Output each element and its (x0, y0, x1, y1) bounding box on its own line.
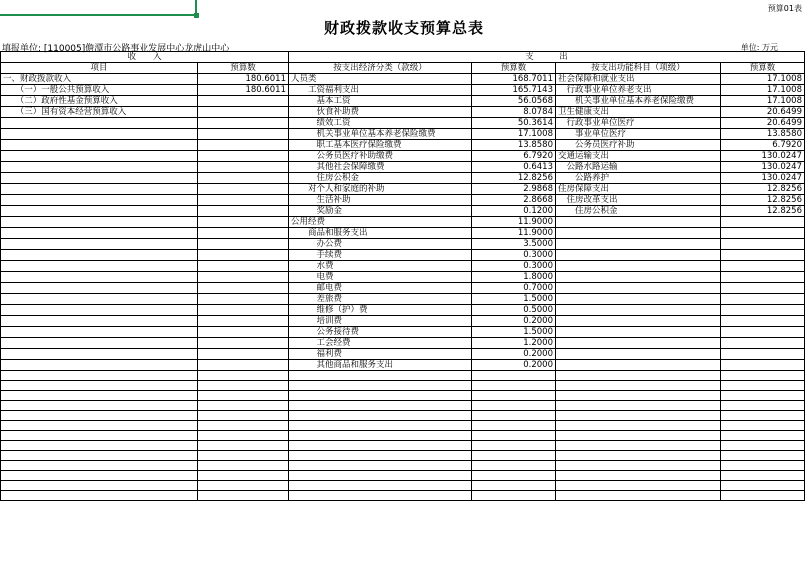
table-row (1, 261, 805, 272)
table-row (1, 173, 805, 184)
functional-item-cell[interactable] (556, 228, 721, 239)
income-amount-cell[interactable] (198, 316, 289, 327)
economic-item-cell[interactable]: 工资福利支出 (289, 85, 472, 96)
economic-item-cell[interactable]: 培训费 (289, 316, 472, 327)
empty-row (1, 451, 805, 461)
income-item-cell[interactable]: （一）一般公共预算收入 (1, 85, 198, 96)
table-row (1, 228, 805, 239)
empty-cell[interactable] (556, 411, 721, 421)
income-amount-cell[interactable] (198, 195, 289, 206)
table-row (1, 162, 805, 173)
empty-cell[interactable] (198, 431, 289, 441)
income-item-cell[interactable] (1, 228, 198, 239)
economic-amount-cell[interactable]: 11.9000 (472, 228, 556, 239)
functional-amount-cell[interactable] (721, 338, 805, 349)
col-header-budget-functional: 预算数 (721, 63, 805, 74)
functional-amount-cell[interactable] (721, 349, 805, 360)
income-amount-cell[interactable] (198, 162, 289, 173)
income-amount-cell[interactable] (198, 184, 289, 195)
empty-cell[interactable] (721, 491, 805, 501)
table-row (1, 305, 805, 316)
functional-item-cell[interactable] (556, 360, 721, 371)
empty-cell[interactable] (198, 371, 289, 381)
income-item-cell[interactable] (1, 173, 198, 184)
empty-cell[interactable] (472, 391, 556, 401)
income-amount-cell[interactable] (198, 349, 289, 360)
empty-cell[interactable] (721, 411, 805, 421)
budget-table (0, 51, 805, 501)
economic-item-cell[interactable]: 基本工资 (289, 96, 472, 107)
economic-item-cell[interactable]: 工会经费 (289, 338, 472, 349)
table-row (1, 239, 805, 250)
sheet-label: 预算01表 (767, 4, 802, 13)
empty-cell[interactable] (1, 461, 198, 471)
table-row (1, 140, 805, 151)
table-row (1, 107, 805, 118)
empty-cell[interactable] (198, 461, 289, 471)
income-amount-cell[interactable] (198, 272, 289, 283)
empty-cell[interactable] (472, 481, 556, 491)
economic-item-cell[interactable]: 差旅费 (289, 294, 472, 305)
functional-amount-cell[interactable] (721, 272, 805, 283)
empty-cell[interactable] (289, 471, 472, 481)
functional-amount-cell[interactable]: 12.8256 (721, 195, 805, 206)
empty-cell[interactable] (289, 391, 472, 401)
economic-amount-cell[interactable]: 6.7920 (472, 151, 556, 162)
empty-cell[interactable] (1, 371, 198, 381)
empty-cell[interactable] (472, 491, 556, 501)
functional-item-cell[interactable]: 住房保障支出 (556, 184, 721, 195)
empty-row (1, 401, 805, 411)
income-item-cell[interactable] (1, 217, 198, 228)
empty-cell[interactable] (1, 401, 198, 411)
empty-cell[interactable] (289, 411, 472, 421)
empty-cell[interactable] (556, 371, 721, 381)
income-amount-cell[interactable] (198, 173, 289, 184)
income-item-cell[interactable] (1, 272, 198, 283)
table-row (1, 217, 805, 228)
economic-amount-cell[interactable]: 17.1008 (472, 129, 556, 140)
income-amount-cell[interactable] (198, 151, 289, 162)
economic-item-cell[interactable]: 职工基本医疗保险缴费 (289, 140, 472, 151)
page-title: 财政拨款收支预算总表 (323, 19, 484, 37)
functional-item-cell[interactable]: 公务员医疗补助 (556, 140, 721, 151)
functional-amount-cell[interactable] (721, 316, 805, 327)
income-amount-cell[interactable] (198, 294, 289, 305)
economic-item-cell[interactable]: 电费 (289, 272, 472, 283)
functional-amount-cell[interactable] (721, 228, 805, 239)
empty-cell[interactable] (472, 431, 556, 441)
functional-amount-cell[interactable]: 17.1008 (721, 96, 805, 107)
empty-cell[interactable] (198, 381, 289, 391)
income-amount-cell[interactable] (198, 107, 289, 118)
economic-amount-cell[interactable]: 0.3000 (472, 261, 556, 272)
table-row (1, 184, 805, 195)
empty-cell[interactable] (721, 401, 805, 411)
economic-amount-cell[interactable]: 1.5000 (472, 294, 556, 305)
functional-amount-cell[interactable]: 6.7920 (721, 140, 805, 151)
empty-row (1, 471, 805, 481)
table-row (1, 118, 805, 129)
income-item-cell[interactable] (1, 250, 198, 261)
empty-cell[interactable] (472, 451, 556, 461)
col-header-budget-income: 预算数 (198, 63, 289, 74)
functional-amount-cell[interactable]: 12.8256 (721, 206, 805, 217)
table-row (1, 316, 805, 327)
income-item-cell[interactable] (1, 316, 198, 327)
col-header-item: 项目 (1, 63, 198, 74)
income-item-cell[interactable]: 一、财政拨款收入 (1, 74, 198, 85)
economic-item-cell[interactable]: 对个人和家庭的补助 (289, 184, 472, 195)
empty-cell[interactable] (1, 481, 198, 491)
functional-item-cell[interactable] (556, 217, 721, 228)
functional-item-cell[interactable]: 卫生健康支出 (556, 107, 721, 118)
empty-row (1, 461, 805, 471)
economic-item-cell[interactable]: 奖励金 (289, 206, 472, 217)
functional-item-cell[interactable] (556, 272, 721, 283)
income-amount-cell[interactable] (198, 327, 289, 338)
empty-cell[interactable] (721, 441, 805, 451)
header-row-columns (1, 63, 805, 74)
functional-item-cell[interactable] (556, 349, 721, 360)
economic-amount-cell[interactable]: 165.7143 (472, 85, 556, 96)
economic-item-cell[interactable]: 办公费 (289, 239, 472, 250)
table-row (1, 85, 805, 96)
economic-amount-cell[interactable]: 1.2000 (472, 338, 556, 349)
economic-amount-cell[interactable]: 0.3000 (472, 250, 556, 261)
income-amount-cell[interactable] (198, 228, 289, 239)
income-item-cell[interactable] (1, 360, 198, 371)
economic-item-cell[interactable]: 商品和服务支出 (289, 228, 472, 239)
economic-amount-cell[interactable]: 0.2000 (472, 316, 556, 327)
empty-cell[interactable] (198, 451, 289, 461)
empty-cell[interactable] (198, 411, 289, 421)
economic-amount-cell[interactable]: 1.5000 (472, 327, 556, 338)
income-item-cell[interactable] (1, 283, 198, 294)
empty-cell[interactable] (1, 471, 198, 481)
functional-amount-cell[interactable]: 130.0247 (721, 173, 805, 184)
functional-amount-cell[interactable] (721, 250, 805, 261)
empty-cell[interactable] (721, 371, 805, 381)
functional-amount-cell[interactable]: 17.1008 (721, 85, 805, 96)
income-amount-cell[interactable] (198, 261, 289, 272)
empty-cell[interactable] (472, 441, 556, 451)
income-header: 收 入 (1, 52, 289, 63)
empty-cell[interactable] (198, 421, 289, 431)
economic-amount-cell[interactable]: 56.0568 (472, 96, 556, 107)
income-amount-cell[interactable] (198, 129, 289, 140)
table-row (1, 96, 805, 107)
col-header-economic-class: 按支出经济分类（款级） (289, 63, 472, 74)
income-item-cell[interactable]: （二）政府性基金预算收入 (1, 96, 198, 107)
income-amount-cell[interactable] (198, 360, 289, 371)
empty-row (1, 371, 805, 381)
table-row (1, 195, 805, 206)
empty-cell[interactable] (472, 471, 556, 481)
economic-amount-cell[interactable]: 11.9000 (472, 217, 556, 228)
functional-amount-cell[interactable]: 130.0247 (721, 151, 805, 162)
currency-unit: 单位: 万元 (740, 43, 778, 52)
functional-amount-cell[interactable]: 12.8256 (721, 184, 805, 195)
income-amount-cell[interactable]: 180.6011 (198, 85, 289, 96)
empty-row (1, 441, 805, 451)
empty-row (1, 481, 805, 491)
empty-cell[interactable] (1, 431, 198, 441)
economic-item-cell[interactable]: 手续费 (289, 250, 472, 261)
empty-row (1, 381, 805, 391)
empty-cell[interactable] (721, 451, 805, 461)
income-item-cell[interactable] (1, 195, 198, 206)
functional-item-cell[interactable]: 行政事业单位医疗 (556, 118, 721, 129)
economic-amount-cell[interactable]: 2.8668 (472, 195, 556, 206)
empty-cell[interactable] (198, 391, 289, 401)
empty-row (1, 391, 805, 401)
empty-cell[interactable] (1, 421, 198, 431)
economic-item-cell[interactable]: 公用经费 (289, 217, 472, 228)
empty-cell[interactable] (289, 441, 472, 451)
functional-amount-cell[interactable] (721, 239, 805, 250)
economic-amount-cell[interactable]: 2.9868 (472, 184, 556, 195)
income-amount-cell[interactable] (198, 96, 289, 107)
empty-cell[interactable] (721, 431, 805, 441)
empty-row (1, 491, 805, 501)
economic-amount-cell[interactable]: 168.7011 (472, 74, 556, 85)
functional-amount-cell[interactable] (721, 305, 805, 316)
income-item-cell[interactable] (1, 305, 198, 316)
empty-cell[interactable] (556, 401, 721, 411)
col-header-functional-class: 按支出功能科目（项级） (556, 63, 721, 74)
functional-amount-cell[interactable]: 13.8580 (721, 129, 805, 140)
functional-item-cell[interactable] (556, 327, 721, 338)
income-amount-cell[interactable] (198, 206, 289, 217)
empty-cell[interactable] (721, 381, 805, 391)
functional-amount-cell[interactable] (721, 217, 805, 228)
income-item-cell[interactable] (1, 294, 198, 305)
empty-cell[interactable] (198, 481, 289, 491)
empty-cell[interactable] (1, 451, 198, 461)
empty-cell[interactable] (556, 431, 721, 441)
empty-cell[interactable] (198, 471, 289, 481)
expense-header: 支 出 (289, 52, 805, 63)
economic-item-cell[interactable]: 其他社会保障缴费 (289, 162, 472, 173)
economic-amount-cell[interactable]: 3.5000 (472, 239, 556, 250)
empty-cell[interactable] (198, 441, 289, 451)
empty-cell[interactable] (289, 451, 472, 461)
economic-item-cell[interactable]: 机关事业单位基本养老保险缴费 (289, 129, 472, 140)
empty-cell[interactable] (472, 401, 556, 411)
reporting-unit: 填报单位: [110005]儋潭市公路事业发展中心龙虎山中心 (2, 44, 230, 54)
functional-amount-cell[interactable]: 20.6499 (721, 118, 805, 129)
table-row (1, 283, 805, 294)
empty-cell[interactable] (289, 431, 472, 441)
income-item-cell[interactable]: （三）国有资本经营预算收入 (1, 107, 198, 118)
economic-item-cell[interactable]: 水费 (289, 261, 472, 272)
empty-cell[interactable] (1, 441, 198, 451)
empty-cell[interactable] (556, 421, 721, 431)
empty-cell[interactable] (1, 411, 198, 421)
table-row (1, 74, 805, 85)
economic-amount-cell[interactable]: 13.8580 (472, 140, 556, 151)
empty-cell[interactable] (198, 491, 289, 501)
functional-item-cell[interactable] (556, 305, 721, 316)
income-amount-cell[interactable] (198, 338, 289, 349)
income-amount-cell[interactable] (198, 283, 289, 294)
functional-item-cell[interactable] (556, 261, 721, 272)
income-item-cell[interactable] (1, 151, 198, 162)
empty-cell[interactable] (289, 401, 472, 411)
economic-amount-cell[interactable]: 0.7000 (472, 283, 556, 294)
income-amount-cell[interactable] (198, 217, 289, 228)
header-row-top (1, 52, 805, 63)
economic-amount-cell[interactable]: 0.6413 (472, 162, 556, 173)
functional-amount-cell[interactable] (721, 283, 805, 294)
functional-amount-cell[interactable] (721, 261, 805, 272)
income-item-cell[interactable] (1, 118, 198, 129)
functional-amount-cell[interactable]: 20.6499 (721, 107, 805, 118)
income-item-cell[interactable] (1, 184, 198, 195)
empty-cell[interactable] (289, 421, 472, 431)
economic-item-cell[interactable]: 维修（护）费 (289, 305, 472, 316)
empty-cell[interactable] (472, 411, 556, 421)
empty-cell[interactable] (556, 441, 721, 451)
table-row (1, 349, 805, 360)
empty-cell[interactable] (289, 461, 472, 471)
table-row (1, 206, 805, 217)
functional-item-cell[interactable] (556, 250, 721, 261)
economic-amount-cell[interactable]: 1.8000 (472, 272, 556, 283)
empty-cell[interactable] (556, 481, 721, 491)
empty-cell[interactable] (721, 461, 805, 471)
functional-amount-cell[interactable] (721, 360, 805, 371)
table-row (1, 129, 805, 140)
functional-item-cell[interactable] (556, 338, 721, 349)
economic-item-cell[interactable]: 人员类 (289, 74, 472, 85)
empty-cell[interactable] (556, 451, 721, 461)
income-item-cell[interactable] (1, 261, 198, 272)
empty-cell[interactable] (721, 471, 805, 481)
income-item-cell[interactable] (1, 129, 198, 140)
empty-cell[interactable] (472, 461, 556, 471)
economic-amount-cell[interactable]: 8.0784 (472, 107, 556, 118)
empty-cell[interactable] (721, 391, 805, 401)
cell-selection-box[interactable] (0, 0, 197, 16)
economic-amount-cell[interactable]: 50.3614 (472, 118, 556, 129)
functional-item-cell[interactable]: 社会保障和就业支出 (556, 74, 721, 85)
income-item-cell[interactable] (1, 140, 198, 151)
empty-cell[interactable] (556, 381, 721, 391)
income-amount-cell[interactable] (198, 239, 289, 250)
col-header-budget-economic: 预算数 (472, 63, 556, 74)
empty-cell[interactable] (472, 381, 556, 391)
table-row (1, 294, 805, 305)
functional-item-cell[interactable]: 住房改革支出 (556, 195, 721, 206)
empty-cell[interactable] (289, 491, 472, 501)
empty-cell[interactable] (289, 371, 472, 381)
functional-item-cell[interactable]: 交通运输支出 (556, 151, 721, 162)
empty-cell[interactable] (289, 481, 472, 491)
empty-cell[interactable] (472, 371, 556, 381)
economic-amount-cell[interactable]: 0.2000 (472, 360, 556, 371)
empty-row (1, 421, 805, 431)
functional-item-cell[interactable] (556, 239, 721, 250)
functional-item-cell[interactable]: 住房公积金 (556, 206, 721, 217)
functional-amount-cell[interactable] (721, 327, 805, 338)
functional-item-cell[interactable]: 行政事业单位养老支出 (556, 85, 721, 96)
empty-row (1, 411, 805, 421)
functional-item-cell[interactable]: 机关事业单位基本养老保险缴费 (556, 96, 721, 107)
income-item-cell[interactable] (1, 338, 198, 349)
empty-cell[interactable] (472, 421, 556, 431)
functional-item-cell[interactable]: 公路水路运输 (556, 162, 721, 173)
income-amount-cell[interactable] (198, 250, 289, 261)
empty-cell[interactable] (556, 471, 721, 481)
table-row (1, 151, 805, 162)
functional-amount-cell[interactable] (721, 294, 805, 305)
income-item-cell[interactable] (1, 239, 198, 250)
economic-item-cell[interactable]: 邮电费 (289, 283, 472, 294)
income-item-cell[interactable] (1, 327, 198, 338)
empty-cell[interactable] (556, 491, 721, 501)
income-item-cell[interactable] (1, 349, 198, 360)
economic-amount-cell[interactable]: 0.1200 (472, 206, 556, 217)
functional-item-cell[interactable] (556, 283, 721, 294)
functional-item-cell[interactable] (556, 294, 721, 305)
budget-table-container (0, 51, 805, 501)
economic-item-cell[interactable]: 其他商品和服务支出 (289, 360, 472, 371)
economic-item-cell[interactable]: 福利费 (289, 349, 472, 360)
economic-amount-cell[interactable]: 12.8256 (472, 173, 556, 184)
economic-amount-cell[interactable]: 0.5000 (472, 305, 556, 316)
functional-amount-cell[interactable]: 130.0247 (721, 162, 805, 173)
income-amount-cell[interactable] (198, 305, 289, 316)
economic-amount-cell[interactable]: 0.2000 (472, 349, 556, 360)
economic-item-cell[interactable]: 公务接待费 (289, 327, 472, 338)
empty-cell[interactable] (1, 381, 198, 391)
economic-item-cell[interactable]: 伙食补助费 (289, 107, 472, 118)
economic-item-cell[interactable]: 绩效工资 (289, 118, 472, 129)
income-item-cell[interactable] (1, 162, 198, 173)
economic-item-cell[interactable]: 公务员医疗补助缴费 (289, 151, 472, 162)
functional-item-cell[interactable]: 公路养护 (556, 173, 721, 184)
empty-cell[interactable] (721, 421, 805, 431)
table-row (1, 250, 805, 261)
economic-item-cell[interactable]: 生活补助 (289, 195, 472, 206)
empty-cell[interactable] (289, 381, 472, 391)
empty-cell[interactable] (556, 461, 721, 471)
income-amount-cell[interactable] (198, 140, 289, 151)
income-amount-cell[interactable] (198, 118, 289, 129)
table-row (1, 272, 805, 283)
empty-cell[interactable] (198, 401, 289, 411)
economic-item-cell[interactable]: 住房公积金 (289, 173, 472, 184)
functional-item-cell[interactable] (556, 316, 721, 327)
empty-cell[interactable] (1, 491, 198, 501)
empty-cell[interactable] (721, 481, 805, 491)
income-amount-cell[interactable]: 180.6011 (198, 74, 289, 85)
functional-item-cell[interactable]: 事业单位医疗 (556, 129, 721, 140)
empty-cell[interactable] (556, 391, 721, 401)
income-item-cell[interactable] (1, 206, 198, 217)
table-row (1, 327, 805, 338)
empty-cell[interactable] (1, 391, 198, 401)
functional-amount-cell[interactable]: 17.1008 (721, 74, 805, 85)
empty-row (1, 431, 805, 441)
table-row (1, 360, 805, 371)
table-row (1, 338, 805, 349)
